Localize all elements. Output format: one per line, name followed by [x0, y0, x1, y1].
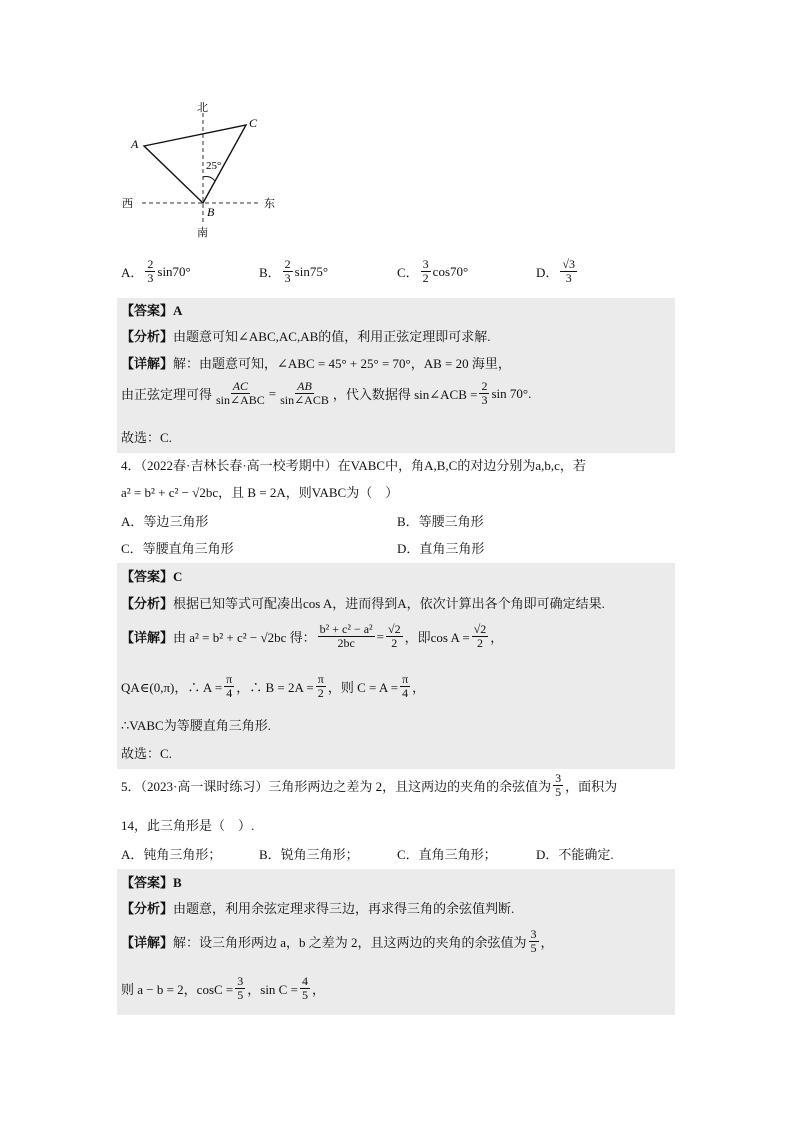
q4-detail-1: 【详解】 由 a² = b² + c² − √2bc 得： $\frac{\text{b² + c² − a²}}{2bc}$ = $\frac{√2}{2}$ ，即cos A = $\frac{√2}{2}$ ， [121, 622, 504, 650]
q4-stem-1: 4．（2022春·吉林长春·高一校考期中）在VABC中，角A,B,C的对边分别为a,b,c，若 [121, 458, 586, 473]
q4-option-a: A．等边三角形 [121, 514, 209, 529]
q5-option-b: B．锐角三角形； [259, 847, 359, 862]
q4-detail-2: QA∈(0,π)，∴ A = $\frac{\pi}{4}$ ，∴ B = 2A = $\frac{\pi}{2}$ ，则 C = A = $\frac{\pi}{4}$ ， [121, 672, 426, 700]
q5-stem-1: 5．（2023·高一课时练习）三角形两边之差为 2，且这两边的夹角的余弦值为 $\frac{3}{5}$ ，面积为 [121, 771, 618, 799]
angle-arc [203, 177, 215, 182]
label-north: 北 [197, 102, 208, 114]
q3-option-b: B． $\frac{2}{3}$ sin75° [259, 257, 329, 285]
label-south: 南 [197, 227, 208, 239]
q5-option-c: C．直角三角形； [397, 847, 497, 862]
label-west: 西 [122, 198, 133, 210]
q3-answer: 【答案】A [121, 303, 183, 318]
q4-option-c: C．等腰直角三角形 [121, 541, 234, 556]
q3-option-a: A． $\frac{2}{3}$ sin70° [121, 257, 191, 285]
label-a: A [131, 137, 139, 151]
label-c: C [249, 116, 258, 130]
q5-detail-2: 则 a − b = 2，cosC = $\frac{3}{5}$ ，sin C = $\frac{4}{5}$ ， [121, 974, 325, 1002]
label-b: B [207, 205, 215, 219]
q3-detail-2: 由正弦定理可得 $\frac{AC}{\text{sin∠ABC}}$ = $\frac{AB}{\text{sin∠ACB}}$ ，代入数据得 sin∠ACB = $\frac{2}{3}$ sin 70°. [121, 379, 532, 407]
label-east: 东 [264, 198, 275, 210]
q4-answer: 【答案】C [121, 569, 183, 584]
q5-option-a: A．钝角三角形； [121, 847, 222, 862]
compass-triangle-figure [110, 95, 290, 245]
q5-stem-2: 14，此三角形是（ ）. [121, 818, 255, 833]
triangle-abc [144, 125, 246, 203]
q5-option-d: D．不能确定. [536, 847, 614, 862]
q3-option-d: D． $\frac{√3}{3}$ [536, 257, 575, 285]
q4-option-b: B．等腰三角形 [397, 514, 484, 529]
q5-detail-1: 【详解】 解：设三角形两边 a，b 之差为 2，且这两边的夹角的余弦值为 $\frac{3}{5}$ ， [121, 927, 554, 955]
q3-option-c: C． $\frac{3}{2}$ cos70° [397, 257, 469, 285]
q4-stem-2: a² = b² + c² − √2bc，且 B = 2A，则VABC为（ ） [121, 485, 399, 500]
q3-analysis: 【分析】 由题意可知∠ABC,AC,AB的值，利用正弦定理即可求解. [121, 329, 491, 344]
q4-detail-3: ∴VABC为等腰直角三角形. [121, 718, 271, 733]
q4-option-d: D．直角三角形 [397, 541, 485, 556]
q3-choose: 故选：C. [121, 430, 172, 445]
label-angle: 25° [206, 160, 222, 172]
q4-choose: 故选：C. [121, 746, 172, 761]
q3-answer-block [117, 298, 675, 453]
q3-detail-1: 【详解】 解：由题意可知，∠ABC = 45° + 25° = 70°，AB = 20 海里， [121, 356, 511, 371]
q4-analysis: 【分析】 根据已知等式可配凑出cos A，进而得到A，依次计算出各个角即可确定结果. [121, 596, 605, 611]
q5-analysis: 【分析】 由题意，利用余弦定理求得三边，再求得三角的余弦值判断. [121, 901, 515, 916]
q5-answer: 【答案】B [121, 875, 182, 890]
